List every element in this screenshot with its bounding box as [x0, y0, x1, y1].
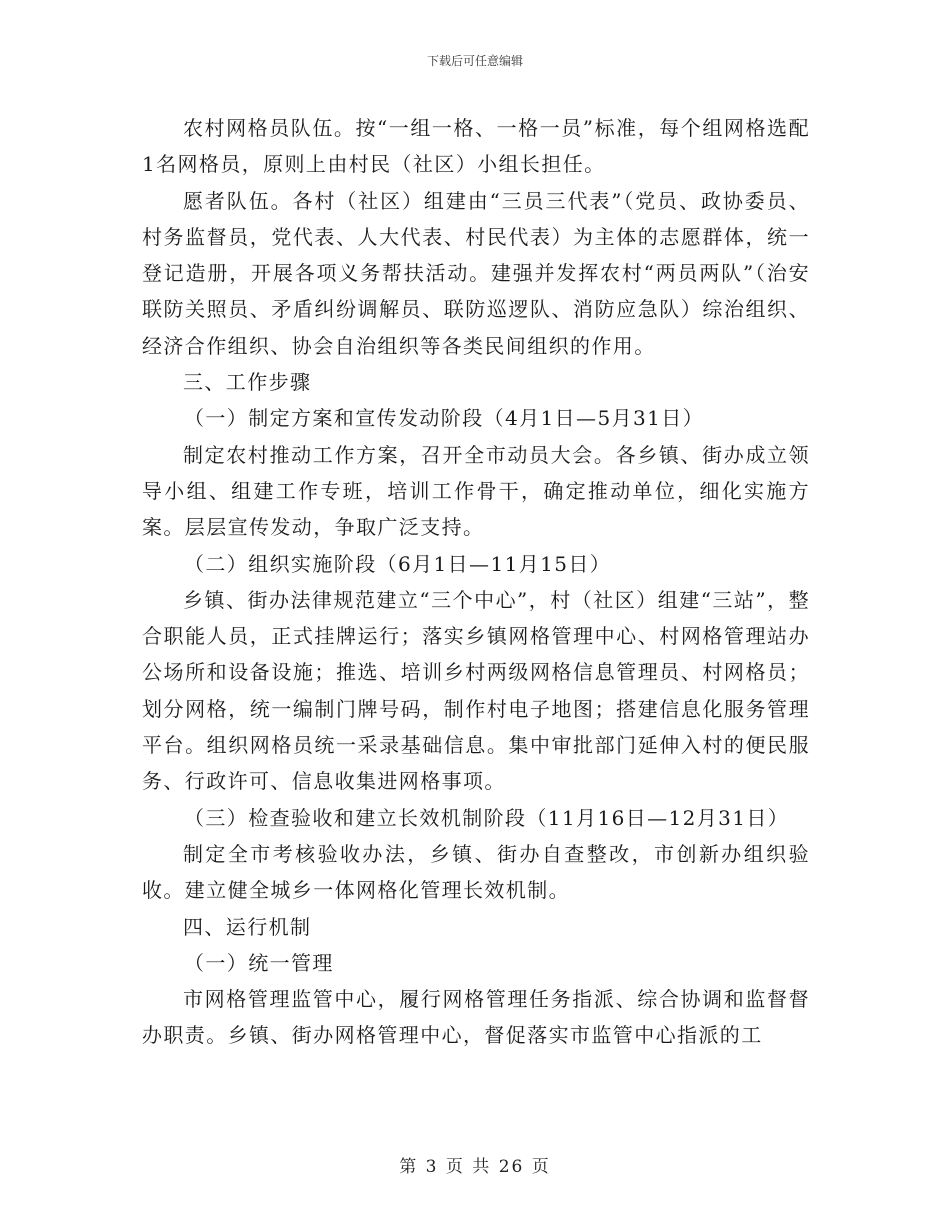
page-footer: 第 3 页 共 26 页 [399, 1157, 551, 1177]
paragraph-volunteer-team: 愿者队伍。各村（社区）组建由“三员三代表”（党员、政协委员、村务监督员，党代表、人大代表、村民代表）为主体的志愿群体，统一登记造册，开展各项义务帮扶活动。建强并发挥农村“两员两队”（治安联防关照员、矛盾纠纷调解员、联防巡逻队、消防应急队）综治组织、经济合作组织、协会自治组织等各类民间组织的作用。 [142, 188, 810, 358]
document-body [142, 110, 810, 1054]
paragraph-unified-management: 市网格管理监管中心，履行网格管理任务指派、综合协调和监督督办职责。乡镇、街办网格管理中心，督促落实市监管中心指派的工 [142, 987, 810, 1048]
section-heading-work-steps: 三、工作步骤 [183, 370, 312, 395]
subheading-inspection-phase: （三）检查验收和建立长效机制阶段（11月16日—12月31日） [184, 805, 790, 830]
section-heading-operation: 四、运行机制 [183, 914, 312, 939]
subheading-plan-phase: （一）制定方案和宣传发动阶段（4月1日—5月31日） [184, 406, 705, 431]
paragraph-implementation-phase: 乡镇、街办法律规范建立“三个中心”，村（社区）组建“三站”，整合职能人员，正式挂牌运行；落实乡镇网格管理中心、村网格管理站办公场所和设备设施；推选、培训乡村两级网格信息管理员、村网格员；划分网格，统一编制门牌号码，制作村电子地图；搭建信息化服务管理平台。组织网格员统一采录基础信息。集中审批部门延伸入村的便民服务、行政许可、信息收集进网格事项。 [142, 587, 810, 794]
page-header: 下载后可任意编辑 [426, 54, 523, 68]
paragraph-rural-grid-staff: 农村网格员队伍。按“一组一格、一格一员”标准，每个组网格选配1名网格员，原则上由村民（社区）小组长担任。 [142, 116, 810, 177]
paragraph-plan-phase: 制定农村推动工作方案，召开全市动员大会。各乡镇、街办成立领导小组、组建工作专班，培训工作骨干，确定推动单位，细化实施方案。层层宣传发动，争取广泛支持。 [142, 442, 810, 540]
subheading-implementation-phase: （二）组织实施阶段（6月1日—11月15日） [184, 551, 612, 576]
subheading-unified-management: （一）统一管理 [184, 950, 334, 975]
paragraph-inspection-phase: 制定全市考核验收办法，乡镇、街办自查整改，市创新办组织验收。建立健全城乡一体网格化管理长效机制。 [142, 841, 810, 903]
